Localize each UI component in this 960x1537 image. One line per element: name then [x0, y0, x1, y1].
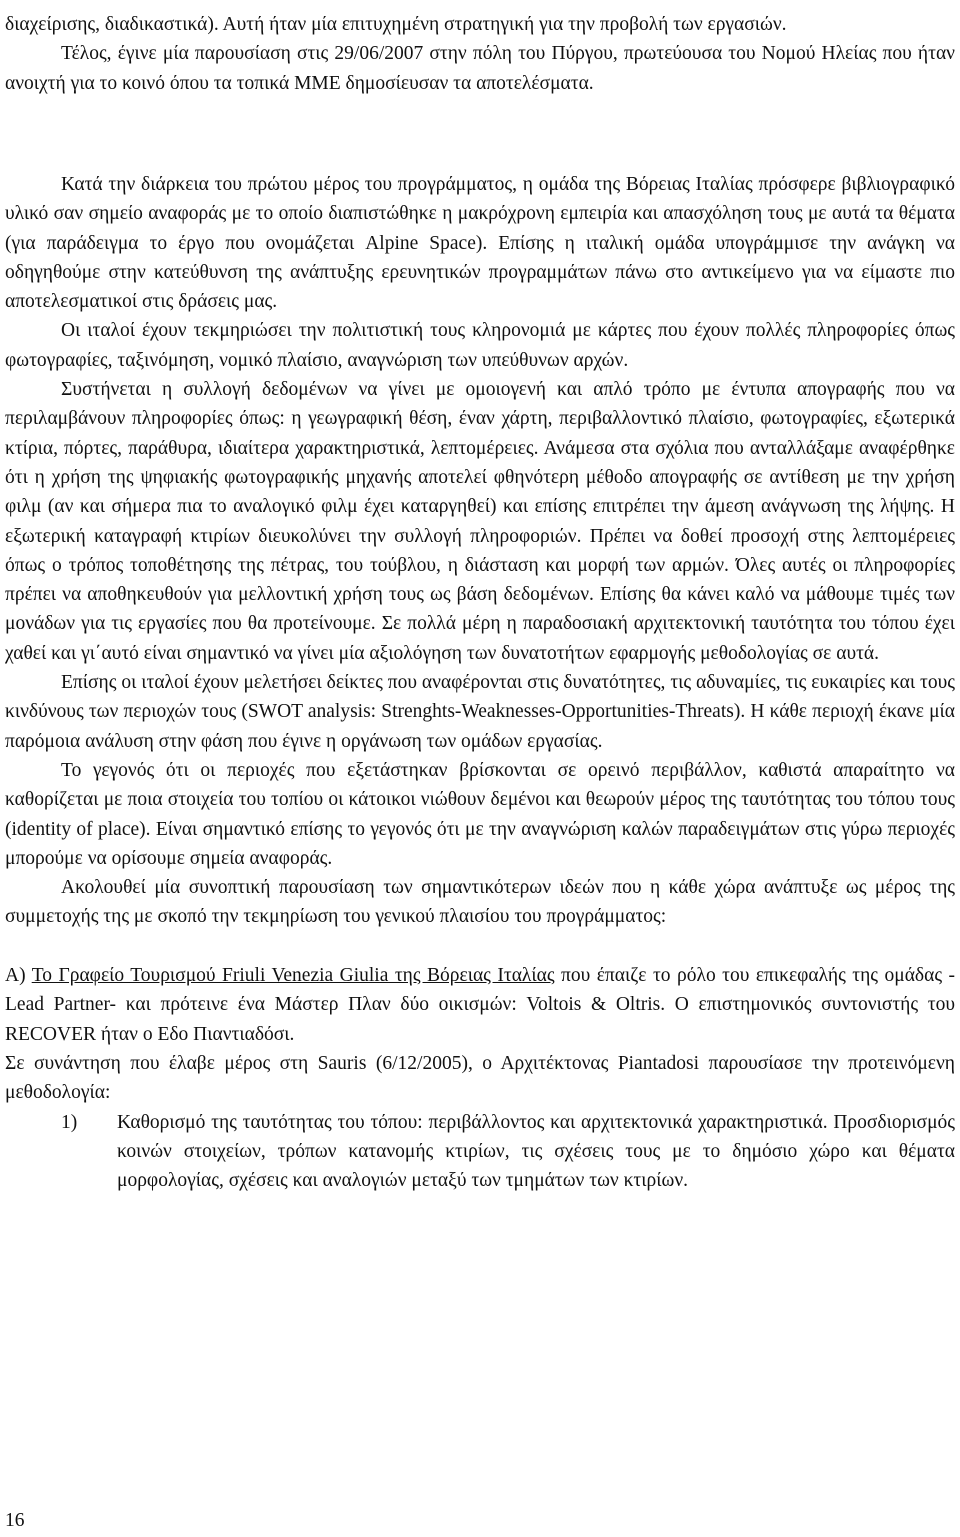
presentation-text: Τέλος, έγινε μία παρουσίαση στις 29/06/2007 στην πόλη του Πύργου, πρωτεύουσα του Νομού Ηλείας που ήταν ανοιχτή για το κοινό όπου τα τοπικά ΜΜΕ δημοσίευσαν τα αποτελέσματα.	[5, 43, 955, 94]
intro-section	[5, 10, 955, 98]
intro-paragraph-tail: διαχείρισης, διαδικαστικά). Αυτή ήταν μία επιτυχημένη στρατηγική για την προβολή των εργασιών.	[5, 14, 787, 35]
main-body	[5, 170, 955, 1195]
section-a-prefix: Α)	[5, 965, 26, 987]
paragraph-1	[5, 170, 955, 316]
list-item-number: 1)	[61, 1111, 78, 1133]
paragraph-4-text: Επίσης οι ιταλοί έχουν μελετήσει δείκτες που αναφέρονται στις δυνατότητες, τις αδυναμίες, τις ευκαιρίες και τους κινδύνους των περιοχών τους (SWOT analysis: Strenghts-Weaknesses-Opportunities-Threats). Η κάθε περιοχή έκανε μία παρόμοια ανάλυση στην φάση που έγινε η οργάνωση των ομάδων εργασίας.	[5, 672, 955, 752]
section-a-paragraph	[5, 961, 955, 1049]
paragraph-2-text: Οι ιταλοί έχουν τεκμηριώσει την πολιτιστική τους κληρονομιά με κάρτες που έχουν πολλές πληροφορίες όπως φωτογραφίες, ταξινόμηση, νομικό πλαίσιο, αναγνώριση των υπεύθυνων αρχών.	[5, 320, 955, 371]
paragraph-6-text: Ακολουθεί μία συνοπτική παρουσίαση των σημαντικότερων ιδεών που η κάθε χώρα ανάπτυξε ως μέρος της συμμετοχής της με σκοπό την τεκμηρίωση του γενικού πλαισίου του προγράμματος:	[5, 877, 955, 928]
paragraph-5	[5, 756, 955, 873]
meeting-paragraph: Σε συνάντηση που έλαβε μέρος στη Sauris (6/12/2005), ο Αρχιτέκτονας Piantadosi παρουσίασε την προτεινόμενη μεθοδολογία:	[5, 1052, 955, 1104]
list-item	[5, 1108, 955, 1196]
paragraph-5-text: Το γεγονός ότι οι περιοχές που εξετάστηκαν βρίσκονται σε ορεινό περιβάλλον, καθιστά απαραίτητο να καθορίζεται με ποια στοιχεία του τοπίου οι κάτοικοι νιώθουν δεμένοι και θεωρούν μέρος της ταυτότητας του τόπου τους (identity of place). Είναι σημαντικό επίσης το γεγονός ότι με την αναγνώριση καλών παραδειγμάτων στις γύρω περιοχές μπορούμε να ορίσουμε σημεία αναφοράς.	[5, 759, 955, 869]
page-number: 16	[5, 1510, 25, 1531]
intro-paragraph-presentation	[5, 39, 955, 98]
paragraph-1-text: Κατά την διάρκεια του πρώτου μέρος του προγράμματος, η ομάδα της Βόρειας Ιταλίας πρόσφερε βιβλιογραφικό υλικό σαν σημείο αναφοράς με το οποίο διαπιστώθηκε η μακρόχρονη εμπειρία και απασχόληση τους με αυτά τα θέματα (για παράδειγμα το έργο που ονομάζεται Alpine Space). Επίσης η ιταλική ομάδα υπογράμμισε την ανάγκη να οδηγηθούμε στην κατεύθυνση της ανάπτυξης ερευνητικών προγραμμάτων πάνω στο αντικείμενο για να είμαστε πιο αποτελεσματικοί στις δράσεις μας.	[5, 174, 955, 313]
paragraph-2	[5, 316, 955, 375]
document-page	[5, 0, 955, 1537]
paragraph-4	[5, 668, 955, 756]
paragraph-6	[5, 873, 955, 932]
paragraph-3	[5, 375, 955, 668]
section-a-underlined: Το Γραφείο Τουρισμού Friuli Venezia Giulia της Βόρειας Ιταλίας	[31, 965, 555, 987]
paragraph-3-text: Συστήνεται η συλλογή δεδομένων να γίνει με ομοιογενή και απλό τρόπο με έντυπα απογραφής που να περιλαμβάνουν πληροφορίες όπως: η γεωγραφική θέση, έναν χάρτη, περιβαλλοντικό πλαίσιο, φωτογραφίες, εξωτερικά κτίρια, πόρτες, παράθυρα, ιδιαίτερα χαρακτηριστικά, λεπτομέρειες. Ανάμεσα στα σχόλια που ανταλλάξαμε αναφέρθηκε ότι η χρήση της ψηφιακής φωτογραφικής μηχανής αποτελεί φθηνότερη μέθοδο απογραφής σε αντίθεση με την χρήση φιλμ (αν και σήμερα πια το αναλογικό φιλμ έχει καταργηθεί) και επίσης επιτρέπει την άμεση ανάγνωση της λήψης. Η εξωτερική καταγραφή κτιρίων διευκολύνει την συλλογή πληροφοριών. Πρέπει να δοθεί προσοχή στης λεπτομέρειες όπως ο τρόπος τοποθέτησης της πέτρας, του τούβλου, η διάσταση και μορφή των αρμών. Όλες αυτές οι πληροφορίες πρέπει να αποθηκευθούν για μελλοντική χρήση τους ως βάση δεδομένων. Επίσης θα κάνει καλό να μάθουμε τιμές των μονάδων για τις εργασίες που θα προτείνουμε. Σε πολλά μέρη η παραδοσιακή αρχιτεκτονική ταυτότητα του τόπου έχει χαθεί και γι΄αυτό είναι σημαντικό να γίνει μία αξιολόγηση των δυνατοτήτων εφαρμογής μεθοδολογίας σε αυτά.	[5, 379, 955, 664]
section-a-rest: που έπαιζε το ρόλο του επικεφαλής της ομάδας -Lead Partner- και πρότεινε ένα Μάστερ Πλαν δύο οικισμών: Voltois & Oltris. Ο επιστημονικός συντονιστής του RECOVER ήταν ο Εδο Πιαντιαδόσι.	[5, 965, 955, 1045]
list-item-text: Καθορισμό της ταυτότητας του τόπου: περιβάλλοντος και αρχιτεκτονικά χαρακτηριστικά. Προσδιορισμός κοινών στοιχείων, τρόπων κατανομής κτιρίων, τις σχέσεις τους με το δημόσιο χώρο και θέματα μορφολογίας, σχέσεις και αναλογιών μεταξύ των τμημάτων των κτιρίων.	[117, 1111, 955, 1192]
